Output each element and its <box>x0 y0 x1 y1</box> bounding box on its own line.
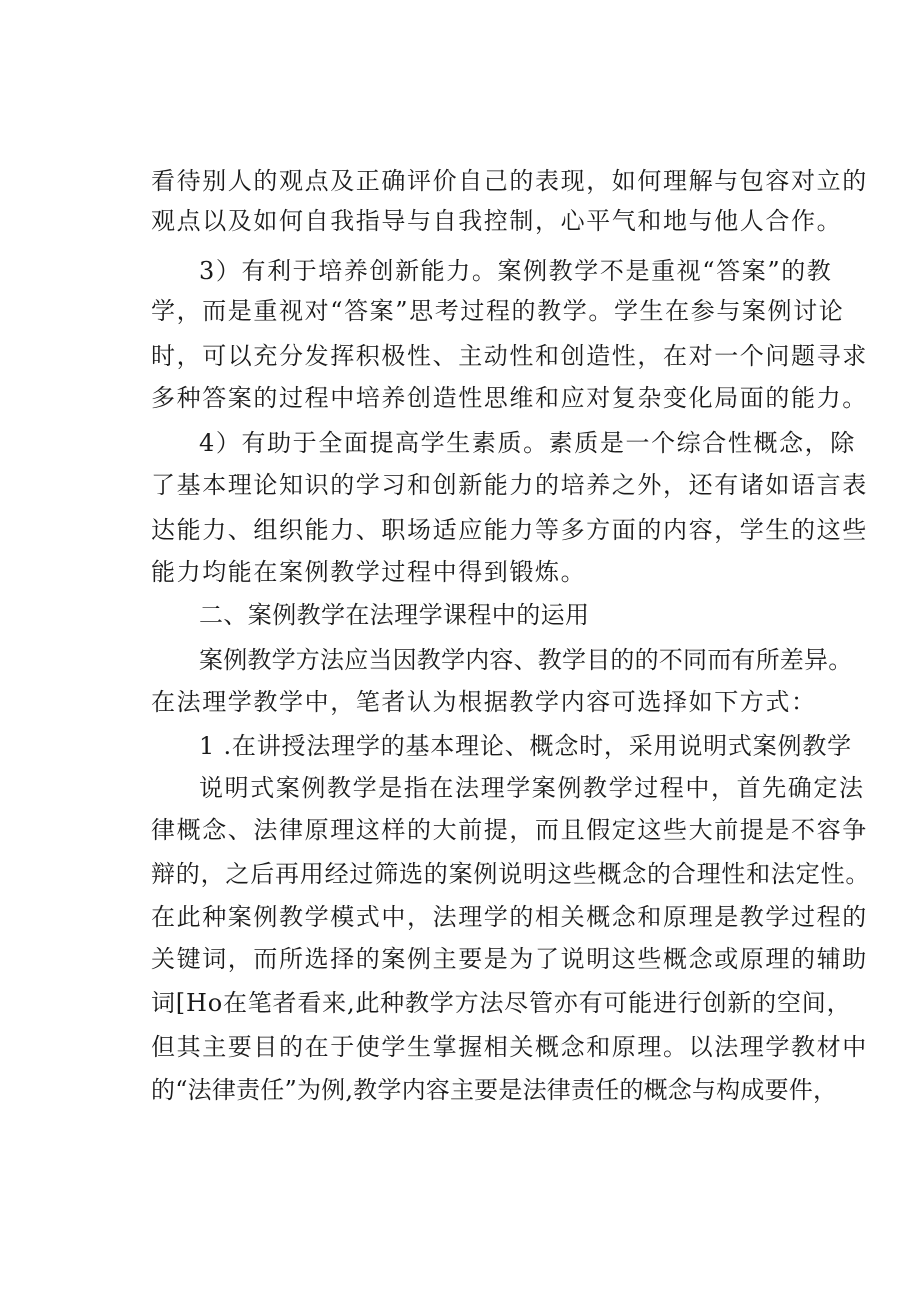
paragraph-line: 但其主要目的在于使学生掌握相关概念和原理。以法理学教材中 <box>151 1033 868 1061</box>
subsection-heading: 1 .在讲授法理学的基本理论、概念时，采用说明式案例教学 <box>199 732 852 760</box>
paragraph-line: 律概念、法律原理这样的大前提，而且假定这些大前提是不容争 <box>151 816 868 844</box>
paragraph-line: 达能力、组织能力、职场适应能力等多方面的内容，学生的这些 <box>151 516 868 544</box>
paragraph-line: 多种答案的过程中培养创造性思维和应对复杂变化局面的能力。 <box>151 384 868 412</box>
paragraph-line: 时，可以充分发挥积极性、主动性和创造性，在对一个问题寻求 <box>151 342 868 370</box>
paragraph-line: 在此种案例教学模式中，法理学的相关概念和原理是教学过程的 <box>151 903 868 931</box>
paragraph-line: 在法理学教学中，笔者认为根据教学内容可选择如下方式： <box>151 688 817 716</box>
paragraph-line: 能力均能在案例教学过程中得到锻炼。 <box>151 558 587 586</box>
paragraph-line: 案例教学方法应当因教学内容、教学目的的不同而有所差异。 <box>199 646 853 674</box>
paragraph-line: 3）有利于培养创新能力。案例教学不是重视“答案”的教 <box>199 257 833 285</box>
section-heading: 二、案例教学在法理学课程中的运用 <box>199 601 590 629</box>
paragraph-line: 观点以及如何自我指导与自我控制，心平气和地与他人合作。 <box>151 207 843 235</box>
paragraph-line: 说明式案例教学是指在法理学案例教学过程中，首先确定法 <box>199 774 865 802</box>
paragraph-line: 看待别人的观点及正确评价自己的表现，如何理解与包容对立的 <box>151 167 868 195</box>
paragraph-line: 学，而是重视对“答案”思考过程的教学。学生在参与案例讨论 <box>151 297 845 325</box>
paragraph-line: 4）有助于全面提高学生素质。素质是一个综合性概念，除 <box>199 429 856 457</box>
paragraph-line: 关键词，而所选择的案例主要是为了说明这些概念或原理的辅助 <box>151 945 868 973</box>
paragraph-line: 词[Ho在笔者看来,此种教学方法尽管亦有可能进行创新的空间， <box>151 989 852 1017</box>
paragraph-line: 辩的，之后再用经过筛选的案例说明这些概念的合理性和法定性。 <box>151 860 871 888</box>
paragraph-line: 了基本理论知识的学习和创新能力的培养之外，还有诸如语言表 <box>151 471 868 499</box>
paragraph-line: 的“法律责任”为例,教学内容主要是法律责任的概念与构成要件， <box>151 1076 838 1104</box>
